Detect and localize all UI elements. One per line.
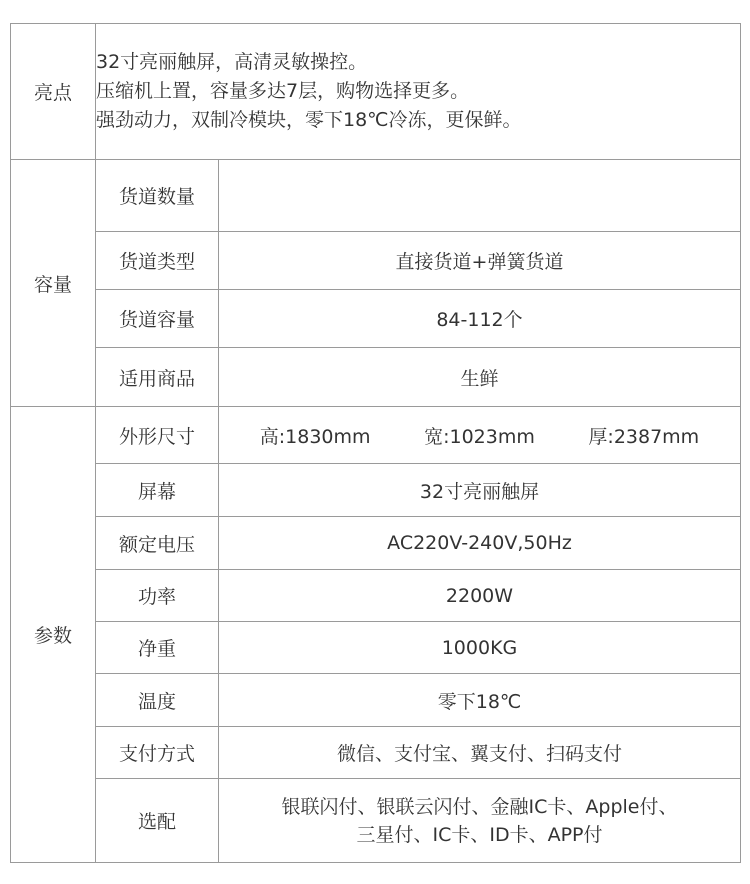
row-label: 货道容量 xyxy=(96,290,219,348)
highlights-label: 亮点 xyxy=(11,24,96,160)
capacity-row xyxy=(11,290,741,348)
row-label: 选配 xyxy=(96,779,219,863)
row-value: 2200W xyxy=(219,570,741,622)
highlights-row xyxy=(11,24,741,160)
row-label: 屏幕 xyxy=(96,464,219,517)
row-value: 生鲜 xyxy=(219,348,741,407)
row-value: 84-112个 xyxy=(219,290,741,348)
row-label: 支付方式 xyxy=(96,727,219,779)
params-row xyxy=(11,570,741,622)
params-row xyxy=(11,622,741,674)
size-value xyxy=(219,407,741,464)
row-label: 货道类型 xyxy=(96,232,219,290)
capacity-row xyxy=(11,348,741,407)
params-row xyxy=(11,674,741,727)
row-label: 适用商品 xyxy=(96,348,219,407)
capacity-row xyxy=(11,232,741,290)
highlight-line: 32寸亮丽触屏，高清灵敏操控。 xyxy=(96,51,368,73)
row-label: 功率 xyxy=(96,570,219,622)
spec-table xyxy=(10,23,741,863)
row-value: 直接货道+弹簧货道 xyxy=(219,232,741,290)
row-value: 零下18℃ xyxy=(219,674,741,727)
size-depth: 厚:2387mm xyxy=(588,425,700,448)
params-row xyxy=(11,407,741,464)
params-row xyxy=(11,464,741,517)
options-value xyxy=(219,779,741,863)
params-label: 参数 xyxy=(11,407,96,863)
params-row xyxy=(11,517,741,570)
row-value: AC220V-240V,50Hz xyxy=(219,517,741,570)
size-height: 高:1830mm xyxy=(259,425,371,448)
row-label: 货道数量 xyxy=(96,160,219,232)
capacity-row xyxy=(11,160,741,232)
row-label: 温度 xyxy=(96,674,219,727)
options-line: 三星付、IC卡、ID卡、APP付 xyxy=(356,823,603,846)
row-value: 32寸亮丽触屏 xyxy=(219,464,741,517)
params-row xyxy=(11,727,741,779)
options-line: 银联闪付、银联云闪付、金融IC卡、Apple付、 xyxy=(281,795,678,818)
row-label: 外形尺寸 xyxy=(96,407,219,464)
row-value xyxy=(219,160,741,232)
highlight-line: 压缩机上置，容量多达7层，购物选择更多。 xyxy=(96,80,470,102)
params-row xyxy=(11,779,741,863)
capacity-label: 容量 xyxy=(11,160,96,407)
highlight-line: 强劲动力，双制冷模块，零下18℃冷冻，更保鲜。 xyxy=(96,109,522,131)
row-value: 微信、支付宝、翼支付、扫码支付 xyxy=(219,727,741,779)
row-label: 净重 xyxy=(96,622,219,674)
row-value: 1000KG xyxy=(219,622,741,674)
size-width: 宽:1023mm xyxy=(424,425,535,448)
row-label: 额定电压 xyxy=(96,517,219,570)
highlights-text xyxy=(96,24,741,160)
